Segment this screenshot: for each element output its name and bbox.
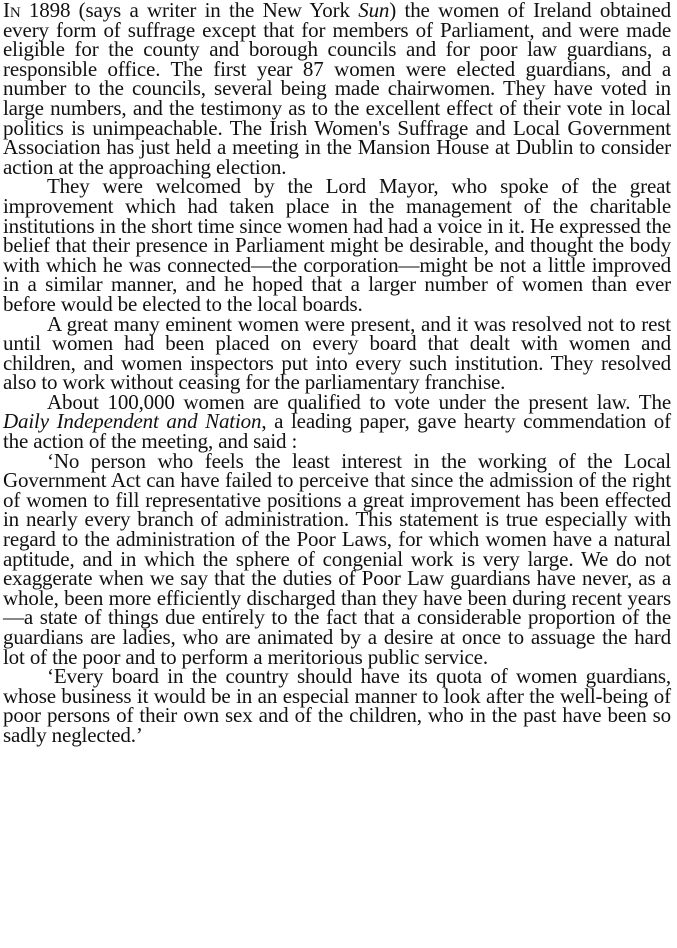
newspaper-name-sun: Sun [358, 0, 390, 22]
paragraph-2: They were welcomed by the Lord Mayor, who spoke of the great improvement which had taken place in the management of the charitable institutions in the short time since women had had a voice in it. He expressed the belief that their presence in Parliament might be desirable, and thought the body with which he was connected—the corporation—might be not a little improved in a similar manner, and he hoped that a larger number of women than ever before would be elected to the local boards. [3, 174, 671, 316]
quotation-paragraph-2: ‘Every board in the country should have its quota of women guardians, whose business it would be in an especial manner to look after the well-being of poor persons of their own sex and of the children, who in the past have been so sadly neglected.’ [3, 664, 671, 747]
opening-word: In [3, 0, 21, 22]
paragraph-4 [3, 389, 672, 454]
paragraph-4-text-b: , a leading paper, gave hearty commendation of the action of the meeting, and said : [3, 409, 672, 454]
newspaper-name-daily-independent: Daily Independent and Nation [3, 409, 262, 434]
paragraph-1-text-a: 1898 (says a writer in the New York [20, 0, 359, 22]
quotation-paragraph-1: ‘No person who feels the least interest in the working of the Local Government Act can have failed to perceive that since the admission of the right of women to fill representative positions a great improvement has been effected in nearly every branch of administration. This statement is true especially with regard to the administration of the Poor Laws, for which women have a natural aptitude, and in which the sphere of congenial work is very large. We do not exaggerate when we say that the duties of Poor Law guardians have never, as a whole, been more efficiently discharged than they have been during recent years—a state of things due entirely to the fact that a considerable proportion of the guardians are ladies, who are animated by a desire at once to assuage the hard lot of the poor and to perform a meritorious public service. [3, 448, 671, 669]
paragraph-1-text-b: ) the women of Ireland obtained every form of suffrage except that for members of Parliament, and were made eligible for the county and borough councils and for poor law guardians, a responsible office. The first year 87 women were elected guardians, and a number to the councils, several being made chairwomen. They have voted in large numbers, and the testimony as to the excellent effect of their vote in local politics is unimpeachable. The Irish Women's Suffrage and Local Government Association has just held a meeting in the Mansion House at Dublin to consider action at the approaching election. [3, 0, 671, 179]
paragraph-3: A great many eminent women were present, and it was resolved not to rest until women had been placed on every board that dealt with women and children, and women inspectors put into every such institution. They resolved also to work without ceasing for the parliamentary franchise. [3, 311, 671, 395]
paragraph-4-text-a: About 100,000 women are qualified to vote under the present law. The [47, 389, 671, 414]
paragraph-1 [3, 1, 671, 177]
